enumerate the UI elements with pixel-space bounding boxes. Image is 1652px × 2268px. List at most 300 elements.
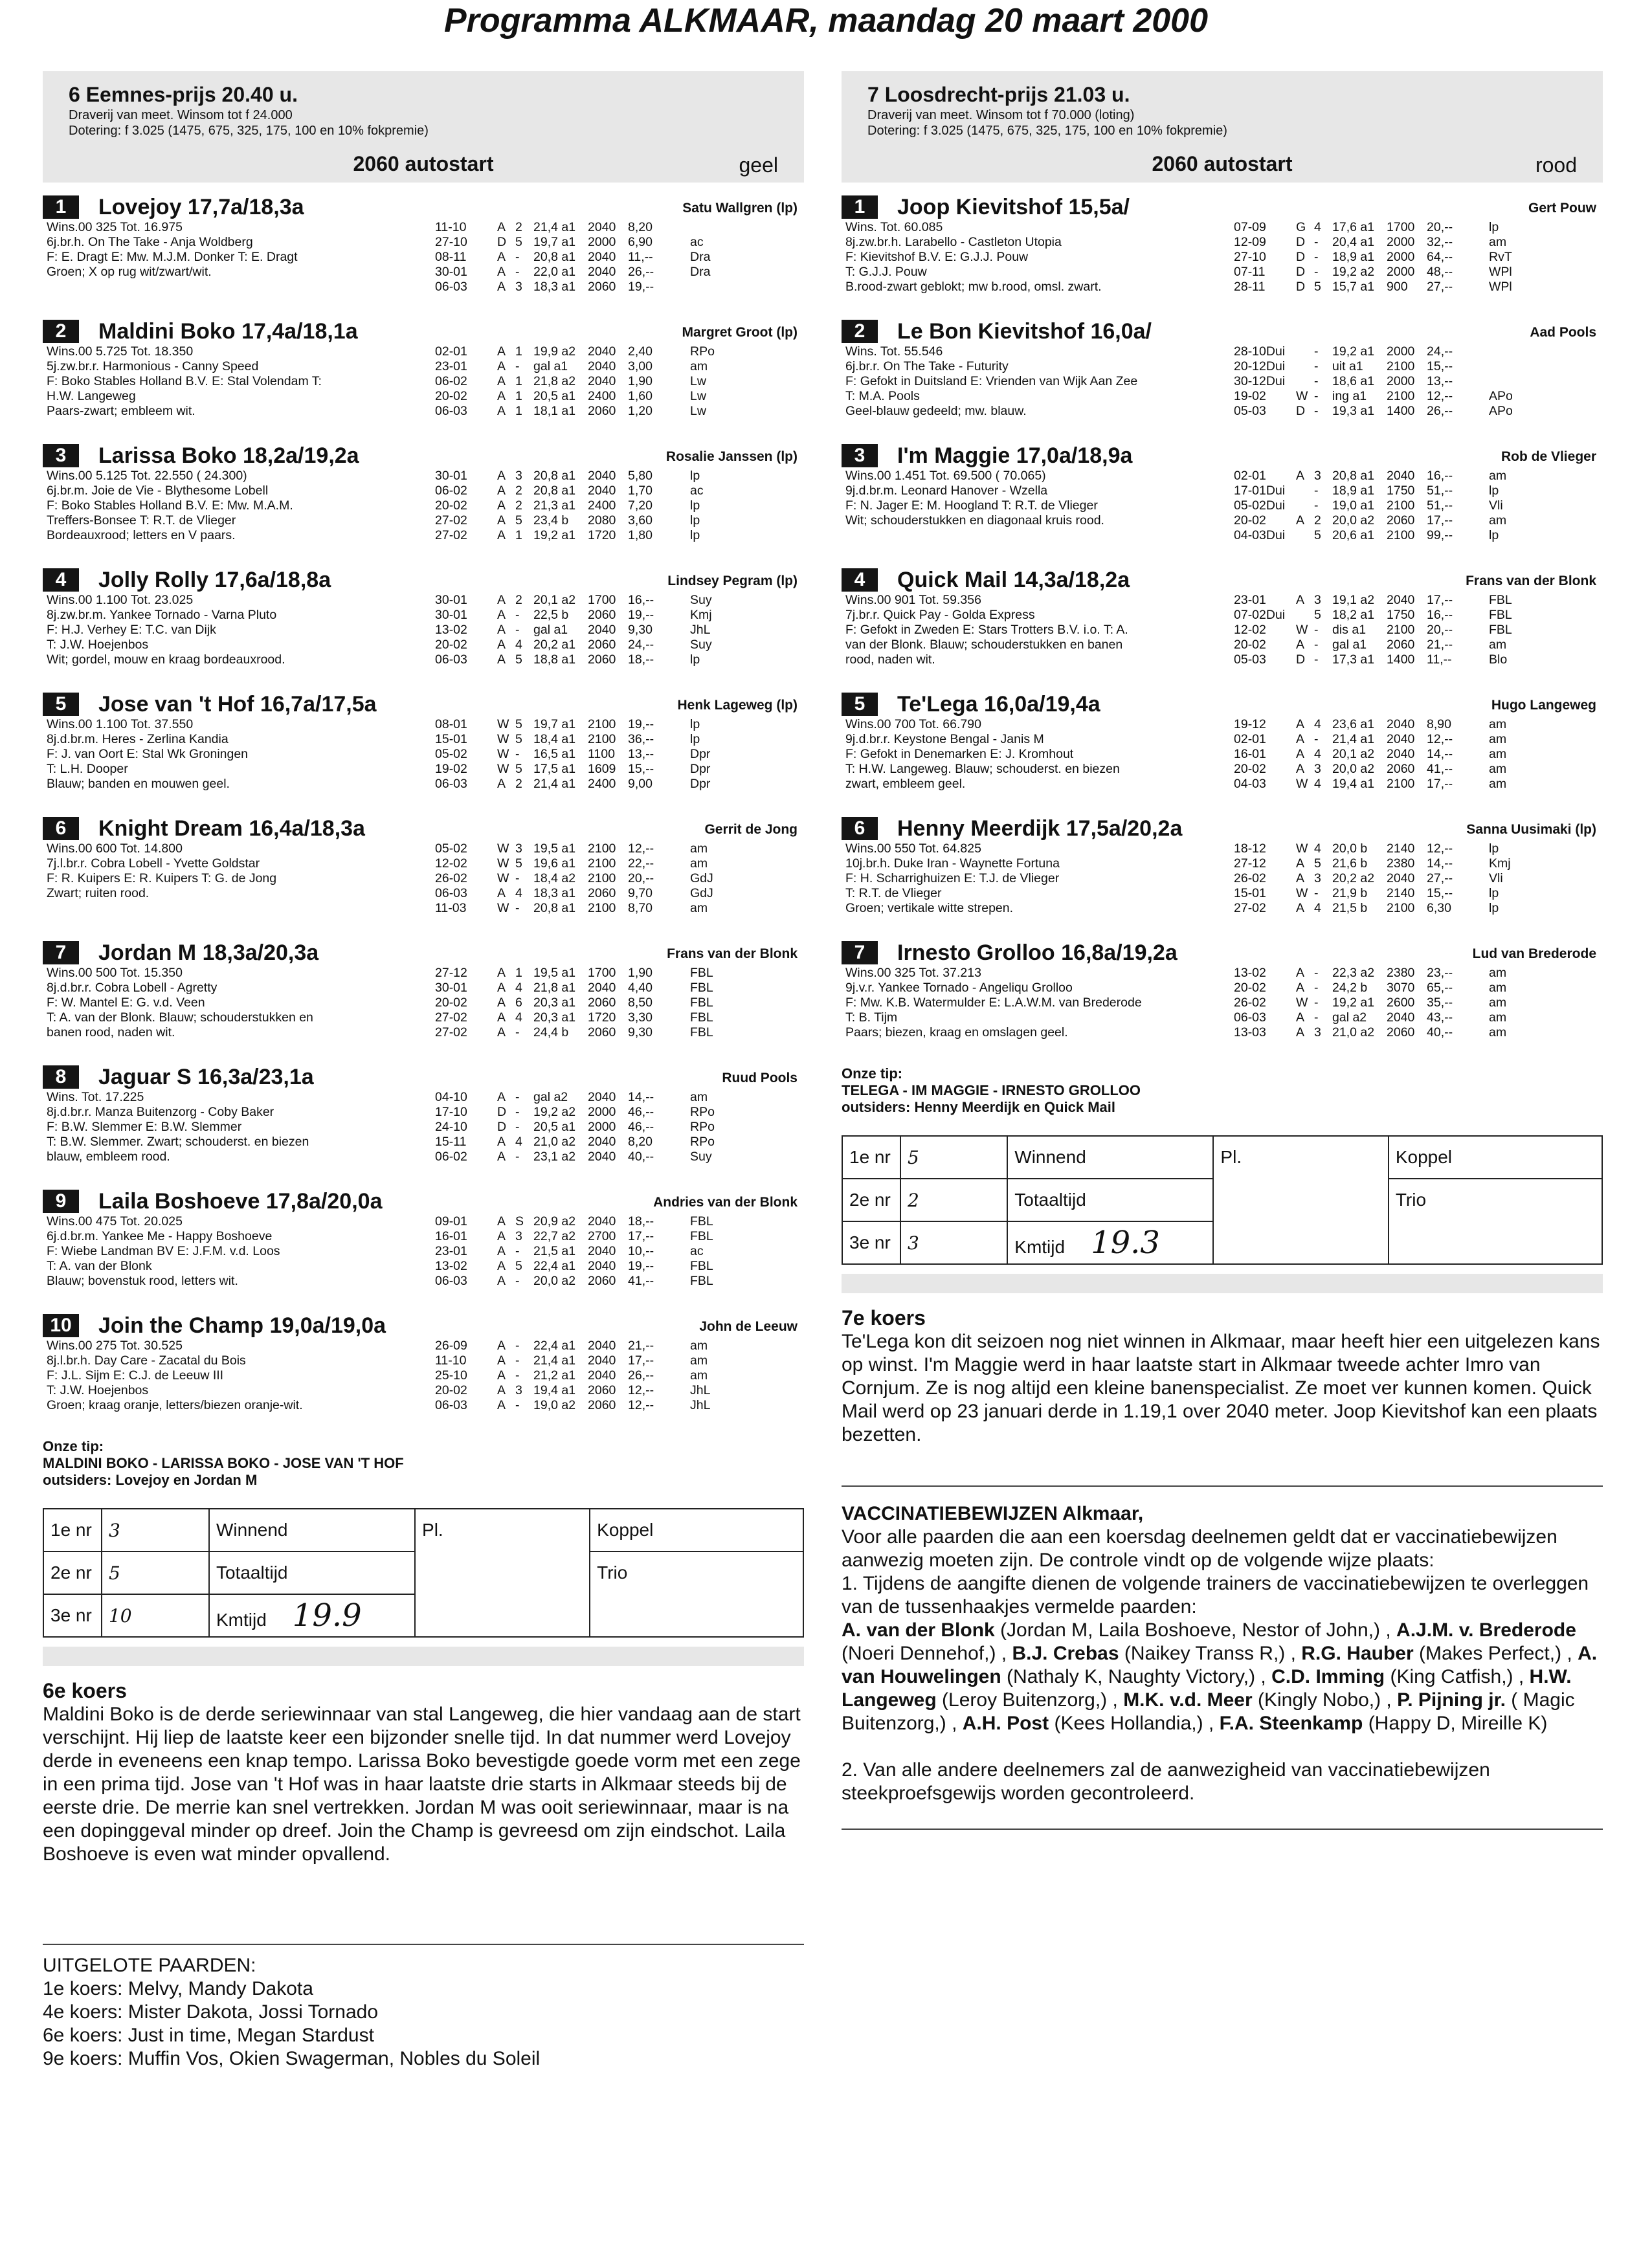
form-cell: W	[497, 841, 509, 856]
horse-info	[47, 1339, 454, 1413]
form-cell: 18-12	[1234, 841, 1266, 856]
form-cell: 51,--	[1427, 484, 1453, 498]
form-cell: 41,--	[1427, 762, 1453, 776]
ticket-row-label: 3e nr	[43, 1594, 102, 1637]
form-cell: A	[497, 265, 506, 279]
divider-line	[43, 1944, 804, 1945]
horse-entry	[43, 564, 804, 689]
horse-number: 1	[842, 195, 878, 219]
form-cell: 5	[515, 732, 522, 746]
form-row	[1234, 280, 1534, 295]
form-cell: 17-01Dui	[1234, 484, 1286, 498]
form-cell: Dra	[690, 250, 711, 264]
form-cell: 4	[1314, 747, 1321, 761]
form-cell: 24,--	[628, 638, 654, 652]
ticket-field-trio[interactable]: Trio	[1389, 1179, 1602, 1264]
horse-form	[435, 593, 735, 667]
form-cell: 5	[515, 235, 522, 249]
horse-entry	[43, 1186, 804, 1310]
horse-info-line: 9j.d.br.m. Leonard Hanover - Wzella	[845, 484, 1048, 498]
ticket-field-place[interactable]: Pl.	[415, 1509, 590, 1637]
vacc-trainer-horses: (King Catfish,) ,	[1390, 1666, 1524, 1687]
form-cell: 11-10	[435, 220, 467, 234]
form-cell: 9,70	[628, 886, 653, 900]
form-cell: 2100	[588, 717, 616, 731]
form-cell: 20-02	[1234, 513, 1266, 528]
form-cell: Kmj	[690, 608, 712, 622]
form-row	[435, 886, 735, 901]
form-row	[1234, 652, 1534, 667]
form-cell: 5	[515, 856, 522, 871]
form-cell: 18,--	[628, 1214, 654, 1228]
horse-form	[1234, 469, 1534, 543]
form-cell: lp	[690, 469, 700, 483]
form-cell: 30-01	[435, 608, 467, 622]
form-cell: Blo	[1489, 652, 1508, 667]
ticket-handwritten-number[interactable]: 2	[900, 1179, 1007, 1221]
form-cell: 19,4 a1	[533, 1383, 576, 1397]
form-cell: 21,5 a1	[533, 1244, 576, 1258]
form-cell: A	[1296, 856, 1305, 871]
horse-entry	[43, 192, 804, 316]
form-cell: GdJ	[690, 886, 713, 900]
horse-info	[47, 717, 454, 792]
form-cell: 27-10	[435, 235, 467, 249]
form-cell: uit a1	[1332, 359, 1363, 373]
form-cell: 19,--	[628, 280, 654, 294]
form-cell: FBL	[690, 966, 713, 980]
ticket-field-winnend[interactable]	[209, 1509, 415, 1551]
horse-driver: Andries van der Blonk	[653, 1195, 798, 1210]
vacc-trainers	[842, 1619, 1603, 1735]
form-cell: 1750	[1387, 608, 1415, 622]
form-cell: 5	[1314, 280, 1321, 294]
horse-entry	[842, 564, 1603, 689]
horse-form	[435, 344, 735, 419]
vacc-intro: Voor alle paarden die aan een koersdag deelnemen geldt dat er vaccinatiebewijzen aanwezig moeten zijn. De controle vindt op de volgende wijze plaats:	[842, 1526, 1557, 1571]
horse-form	[1234, 220, 1534, 295]
horse-info-line: van der Blonk. Blauw; schouderstukken en banen	[845, 638, 1123, 652]
form-cell: am	[690, 1339, 708, 1353]
form-cell: 17,--	[1427, 593, 1453, 607]
ticket-handwritten-number[interactable]: 5	[102, 1551, 209, 1594]
form-cell: A	[497, 344, 506, 359]
form-cell: 08-11	[435, 250, 467, 264]
horse-info-line: F: Gefokt in Duitsland E: Vrienden van Wijk Aan Zee	[845, 374, 1138, 388]
ticket-row-label: 1e nr	[43, 1509, 102, 1551]
vacc-trainer-name: M.K. v.d. Meer	[1123, 1689, 1253, 1711]
form-cell: RPo	[690, 1135, 715, 1149]
horse-name: Le Bon Kievitshof 16,0a/	[897, 319, 1152, 344]
form-cell: 19,6 a1	[533, 856, 576, 871]
ticket-field-koppel[interactable]: Koppel	[1389, 1136, 1602, 1179]
form-cell: am	[690, 1090, 708, 1104]
form-row	[1234, 777, 1534, 792]
horse-info-line: F: J.L. Sijm E: C.J. de Leeuw III	[47, 1368, 224, 1383]
ticket-field-kmtijd[interactable]	[1007, 1221, 1213, 1264]
form-cell: 14,--	[1427, 856, 1453, 871]
vacc-trainer-horses: (Kees Hollandia,) ,	[1054, 1713, 1214, 1734]
form-cell: 16-01	[435, 1229, 467, 1243]
form-cell: 18,3 a1	[533, 280, 576, 294]
form-cell: 2	[515, 498, 522, 513]
form-cell: 19,2 a2	[533, 1105, 576, 1119]
form-cell: am	[1489, 777, 1507, 791]
horse-driver: Lindsey Pegram (lp)	[667, 573, 798, 588]
form-cell: 27-02	[435, 1025, 467, 1040]
horse-info-line: Wins.00 600 Tot. 14.800	[47, 841, 183, 856]
form-cell: 2700	[588, 1229, 616, 1243]
form-cell: Dpr	[690, 747, 711, 761]
form-cell: A	[497, 280, 506, 294]
form-cell: 27-12	[435, 966, 467, 980]
form-cell: -	[1314, 250, 1319, 264]
form-cell: 8,20	[628, 220, 653, 234]
form-cell: 3	[1314, 593, 1321, 607]
horse-info-line: T: M.A. Pools	[845, 389, 920, 403]
form-row	[435, 1150, 735, 1164]
form-cell: W	[497, 747, 509, 761]
form-cell: lp	[690, 513, 700, 528]
form-cell: 41,--	[628, 1274, 654, 1288]
horse-info	[47, 966, 454, 1040]
form-cell: 15,7 a1	[1332, 280, 1375, 294]
form-cell: 1100	[588, 747, 615, 761]
form-cell: lp	[690, 652, 700, 667]
form-cell: 2060	[588, 1274, 616, 1288]
form-cell: 19,9 a2	[533, 344, 576, 359]
form-cell: 13,--	[628, 747, 654, 761]
form-cell: 27,--	[1427, 280, 1453, 294]
form-cell: FBL	[690, 1214, 713, 1228]
form-cell: WPl	[1489, 265, 1512, 279]
horse-info	[845, 593, 1253, 667]
form-cell: A	[1296, 981, 1305, 995]
form-cell: 35,--	[1427, 995, 1453, 1010]
form-cell: A	[497, 513, 506, 528]
form-cell: 16-01	[1234, 747, 1266, 761]
form-cell: 2060	[588, 995, 616, 1010]
form-cell: 18,4 a1	[533, 732, 576, 746]
form-cell: D	[1296, 404, 1306, 418]
form-cell: 23,1 a2	[533, 1150, 576, 1164]
form-cell: 2040	[1387, 717, 1415, 731]
ticket-handwritten-time: 19.3	[1091, 1225, 1160, 1261]
vacc-trainer-name: C.D. Imming	[1271, 1666, 1385, 1687]
form-cell: 20,0 a2	[1332, 762, 1375, 776]
form-cell: 28-11	[1234, 280, 1266, 294]
withdrawn-line: 1e koers: Melvy, Mandy Dakota	[43, 1978, 313, 1999]
form-cell: FBL	[1489, 593, 1512, 607]
form-cell: 20,8 a1	[1332, 469, 1375, 483]
form-cell: W	[1296, 886, 1308, 900]
horse-number: 5	[43, 693, 79, 716]
form-cell: -	[1314, 886, 1319, 900]
form-cell: 12-09	[1234, 235, 1266, 249]
form-row	[435, 1090, 735, 1105]
form-cell: -	[1314, 1010, 1319, 1025]
horse-info-line: 7j.l.br.r. Cobra Lobell - Yvette Goldstar	[47, 856, 260, 871]
form-cell: 5	[1314, 608, 1321, 622]
form-cell: 20,3 a1	[533, 1010, 576, 1025]
form-cell: am	[1489, 469, 1507, 483]
form-cell: 2	[515, 484, 522, 498]
vacc-trainer-horses: ( Magic Buitenzorg,) ,	[842, 1689, 1575, 1734]
ticket-field-winnend[interactable]	[1007, 1136, 1213, 1179]
form-cell: 3,30	[628, 1010, 653, 1025]
form-cell: 1	[515, 344, 522, 359]
form-cell: A	[497, 1244, 506, 1258]
form-cell: 1	[515, 374, 522, 388]
horse-form	[435, 1339, 735, 1413]
form-cell: 19,0 a2	[533, 1398, 576, 1412]
form-cell: 21,0 a2	[533, 1135, 576, 1149]
form-cell: 2100	[1387, 359, 1415, 373]
horse-entry	[842, 316, 1603, 440]
form-cell: 07-02Dui	[1234, 608, 1286, 622]
form-cell: 04-03Dui	[1234, 528, 1286, 542]
form-cell: 06-03	[1234, 1010, 1266, 1025]
form-cell: 2040	[588, 250, 616, 264]
ticket-field-totaaltijd[interactable]	[209, 1551, 415, 1594]
form-cell: 19-02	[435, 762, 467, 776]
form-cell: 2060	[588, 608, 616, 622]
form-cell: A	[497, 484, 506, 498]
form-cell: 4	[515, 981, 522, 995]
form-cell: 2060	[588, 652, 616, 667]
form-cell: A	[1296, 762, 1305, 776]
ticket-row-label: 3e nr	[842, 1221, 900, 1264]
divider-line	[842, 1829, 1603, 1830]
horse-info	[47, 841, 454, 901]
form-cell: 20-12Dui	[1234, 359, 1286, 373]
ticket-handwritten-number[interactable]: 10	[102, 1594, 209, 1637]
form-cell: 8,20	[628, 1135, 653, 1149]
form-cell: -	[515, 1105, 520, 1119]
form-cell: 51,--	[1427, 498, 1453, 513]
form-cell: 2100	[1387, 389, 1415, 403]
form-cell: 1700	[1387, 220, 1415, 234]
form-cell: 2100	[1387, 623, 1415, 637]
form-cell: 20-02	[1234, 981, 1266, 995]
form-cell: 04-03	[1234, 777, 1266, 791]
form-cell: 06-03	[435, 1398, 467, 1412]
race-conditions: Draverij van meet. Winsom tot f 70.000 (loting)	[867, 108, 1135, 122]
form-cell: 19,7 a1	[533, 717, 576, 731]
form-cell: FBL	[690, 1229, 713, 1243]
form-cell: -	[515, 901, 520, 915]
form-cell: 15-11	[435, 1135, 467, 1149]
horse-info	[845, 717, 1253, 792]
horse-info-line: Wit; gordel, mouw en kraag bordeauxrood.	[47, 652, 285, 667]
form-cell: A	[497, 1353, 506, 1368]
form-cell: 11,--	[1427, 652, 1452, 667]
comment-text: Te'Lega kon dit seizoen nog niet winnen in Alkmaar, maar heeft hier een uitgelezen kans op winst. I'm Maggie werd in haar laatste start in Alkmaar tweede achter Imro van Cornjum. Ze is nog altijd een kleine banenspecialist. Ze moet ver kunnen komen. Quick Mail werd op 23 januari derde in 1.19,1 over 2040 meter. Joop Kievitshof kan een plaats bezetten.	[842, 1331, 1600, 1445]
form-cell: 21,4 a1	[533, 1353, 576, 1368]
horse-info-line: F: Wiebe Landman BV E: J.F.M. v.d. Loos	[47, 1244, 280, 1258]
horse-info-line: 8j.d.br.m. Heres - Zerlina Kandia	[47, 732, 229, 746]
ticket-handwritten-number[interactable]: 5	[900, 1136, 1007, 1179]
form-row	[1234, 469, 1534, 484]
horse-number: 6	[43, 817, 79, 840]
horse-info-line: Wins.00 700 Tot. 66.790	[845, 717, 981, 731]
form-cell: 3	[1314, 871, 1321, 885]
form-cell: A	[497, 1229, 506, 1243]
form-cell: 2040	[588, 359, 616, 373]
tip-block	[43, 1438, 804, 1489]
form-cell: 2040	[1387, 871, 1415, 885]
form-row	[1234, 762, 1534, 777]
form-cell: D	[1296, 280, 1306, 294]
horse-driver: Satu Wallgren (lp)	[682, 201, 798, 216]
horse-entry	[43, 1062, 804, 1186]
form-row	[435, 374, 735, 389]
ticket-field-label: Winnend	[216, 1520, 288, 1540]
horse-info-line: Wins.00 475 Tot. 20.025	[47, 1214, 183, 1228]
ticket-field-koppel[interactable]: Koppel	[590, 1509, 803, 1551]
horse-number: 1	[43, 195, 79, 219]
form-cell: am	[1489, 995, 1507, 1010]
form-cell: 07-09	[1234, 220, 1266, 234]
form-cell: -	[515, 1025, 520, 1040]
form-cell: S	[515, 1214, 524, 1228]
form-cell: 2100	[1387, 498, 1415, 513]
form-row	[435, 265, 735, 280]
form-cell: 1,60	[628, 389, 653, 403]
ticket-field-trio[interactable]: Trio	[590, 1551, 803, 1637]
form-cell: RPo	[690, 1105, 715, 1119]
horse-form	[1234, 841, 1534, 916]
horse-info	[845, 220, 1253, 295]
form-row	[435, 732, 735, 747]
horse-info	[47, 220, 454, 280]
form-cell: Dpr	[690, 762, 711, 776]
form-cell: am	[690, 901, 708, 915]
form-cell: 1	[515, 966, 522, 980]
form-cell: 12,--	[628, 841, 654, 856]
form-row	[1234, 966, 1534, 981]
form-cell: -	[515, 871, 520, 885]
form-cell: 3	[1314, 469, 1321, 483]
horse-entry	[842, 813, 1603, 937]
form-row	[435, 1105, 735, 1120]
form-row	[1234, 528, 1534, 543]
form-cell: W	[497, 732, 509, 746]
form-cell: -	[515, 250, 520, 264]
form-cell: 2000	[588, 1120, 616, 1134]
form-cell: 2040	[588, 220, 616, 234]
horse-driver: Frans van der Blonk	[1466, 573, 1596, 588]
form-cell: 06-03	[435, 280, 467, 294]
ticket-handwritten-number[interactable]: 3	[900, 1221, 1007, 1264]
vacc-trainer-name: A. van der Blonk	[842, 1619, 995, 1641]
form-cell: 2040	[1387, 593, 1415, 607]
form-cell: D	[1296, 235, 1306, 249]
form-cell: 2100	[1387, 528, 1415, 542]
form-cell: 1,80	[628, 528, 653, 542]
form-cell: 19,--	[628, 608, 654, 622]
form-row	[435, 528, 735, 543]
form-cell: 20,--	[1427, 220, 1453, 234]
horse-info-line: Wins.00 325 Tot. 16.975	[47, 220, 183, 234]
form-cell: 27,--	[1427, 871, 1453, 885]
horse-info-line: T: J.W. Hoejenbos	[47, 1383, 149, 1397]
form-cell: 2040	[588, 1244, 616, 1258]
form-cell: A	[497, 1010, 506, 1025]
vacc-trainer-name: H.W. Langeweg	[842, 1666, 1572, 1711]
form-cell: 2040	[588, 1090, 616, 1104]
vacc-trainer-horses: (Noeri Dennehof,) ,	[842, 1643, 1007, 1664]
ticket-handwritten-number[interactable]: 3	[102, 1509, 209, 1551]
horse-info-line: Wins.00 1.100 Tot. 37.550	[47, 717, 194, 731]
form-cell: 4	[1314, 901, 1321, 915]
ticket-field-totaaltijd[interactable]	[1007, 1179, 1213, 1221]
horse-name: Quick Mail 14,3a/18,2a	[897, 568, 1130, 592]
form-cell: A	[497, 886, 506, 900]
form-row	[435, 1398, 735, 1413]
form-cell: 12,--	[1427, 841, 1453, 856]
form-cell: 12-02	[435, 856, 467, 871]
form-cell: 11-03	[435, 901, 467, 915]
form-cell: 20,8 a1	[533, 250, 576, 264]
form-row	[435, 1383, 735, 1398]
horse-info-line: F: W. Mantel E: G. v.d. Veen	[47, 995, 205, 1010]
form-cell: 2140	[1387, 841, 1415, 856]
form-cell: FBL	[1489, 623, 1512, 637]
vacc-trainer-name: P. Pijning jr.	[1397, 1689, 1506, 1711]
form-cell: JhL	[690, 1398, 711, 1412]
form-cell: 20,5 a1	[533, 1120, 576, 1134]
horse-info-line: F: R. Kuipers E: R. Kuipers T: G. de Jong	[47, 871, 277, 885]
horse-info-line: Wins.00 325 Tot. 37.213	[845, 966, 981, 980]
form-cell: ing a1	[1332, 389, 1367, 403]
form-cell: -	[515, 1274, 520, 1288]
form-cell: 2040	[588, 265, 616, 279]
form-cell: 2000	[588, 235, 616, 249]
form-cell: A	[497, 966, 506, 980]
form-cell: 2040	[588, 374, 616, 388]
horse-form	[435, 966, 735, 1040]
horse-name: Laila Boshoeve 17,8a/20,0a	[98, 1189, 383, 1214]
form-cell: 10,--	[628, 1244, 654, 1258]
form-cell: JhL	[690, 623, 711, 637]
form-cell: 5	[515, 762, 522, 776]
form-cell: 2100	[588, 732, 616, 746]
ticket-field-kmtijd[interactable]	[209, 1594, 415, 1637]
form-cell: -	[515, 608, 520, 622]
comment-text: Maldini Boko is de derde seriewinnaar van stal Langeweg, die hier vandaag aan de start verschijnt. Hij liep de laatste keer een bijzonder snelle tijd. In dat nummer werd Lovejoy derde in eveneens een knap tempo. Larissa Boko bevestigde goede vorm met een zege in een prima tijd. Jose van 't Hof was in haar laatste drie starts in Alkmaar steeds bij de eerste drie. De merrie kan snel vertrekken. Jordan M was ooit seriewinnaar, maar is na een dopinggeval minder op dreef. Join the Champ is gevreesd om zijn eindschot. Laila Boshoeve is even wat minder opvallend.	[43, 1704, 801, 1865]
form-cell: 30-01	[435, 981, 467, 995]
form-cell: 05-03	[1234, 404, 1266, 418]
form-cell: 27-02	[435, 1010, 467, 1025]
form-cell: A	[1296, 747, 1305, 761]
horse-info-line: Wins. Tot. 60.085	[845, 220, 943, 234]
form-cell: W	[1296, 389, 1308, 403]
horse-number: 6	[842, 817, 878, 840]
form-cell: A	[1296, 717, 1305, 731]
form-cell: 9,30	[628, 623, 653, 637]
form-cell: A	[497, 652, 506, 667]
race-title: 7 Loosdrecht-prijs 21.03 u.	[867, 83, 1130, 106]
tip-outsiders: outsiders: Henny Meerdijk en Quick Mail	[842, 1099, 1115, 1115]
form-cell: D	[1296, 250, 1306, 264]
form-cell: 27-02	[1234, 901, 1266, 915]
form-cell: 3	[515, 1383, 522, 1397]
form-cell: 32,--	[1427, 235, 1453, 249]
form-row	[435, 280, 735, 295]
ticket-field-place[interactable]: Pl.	[1213, 1136, 1388, 1264]
horse-name: Jose van 't Hof 16,7a/17,5a	[98, 692, 377, 717]
